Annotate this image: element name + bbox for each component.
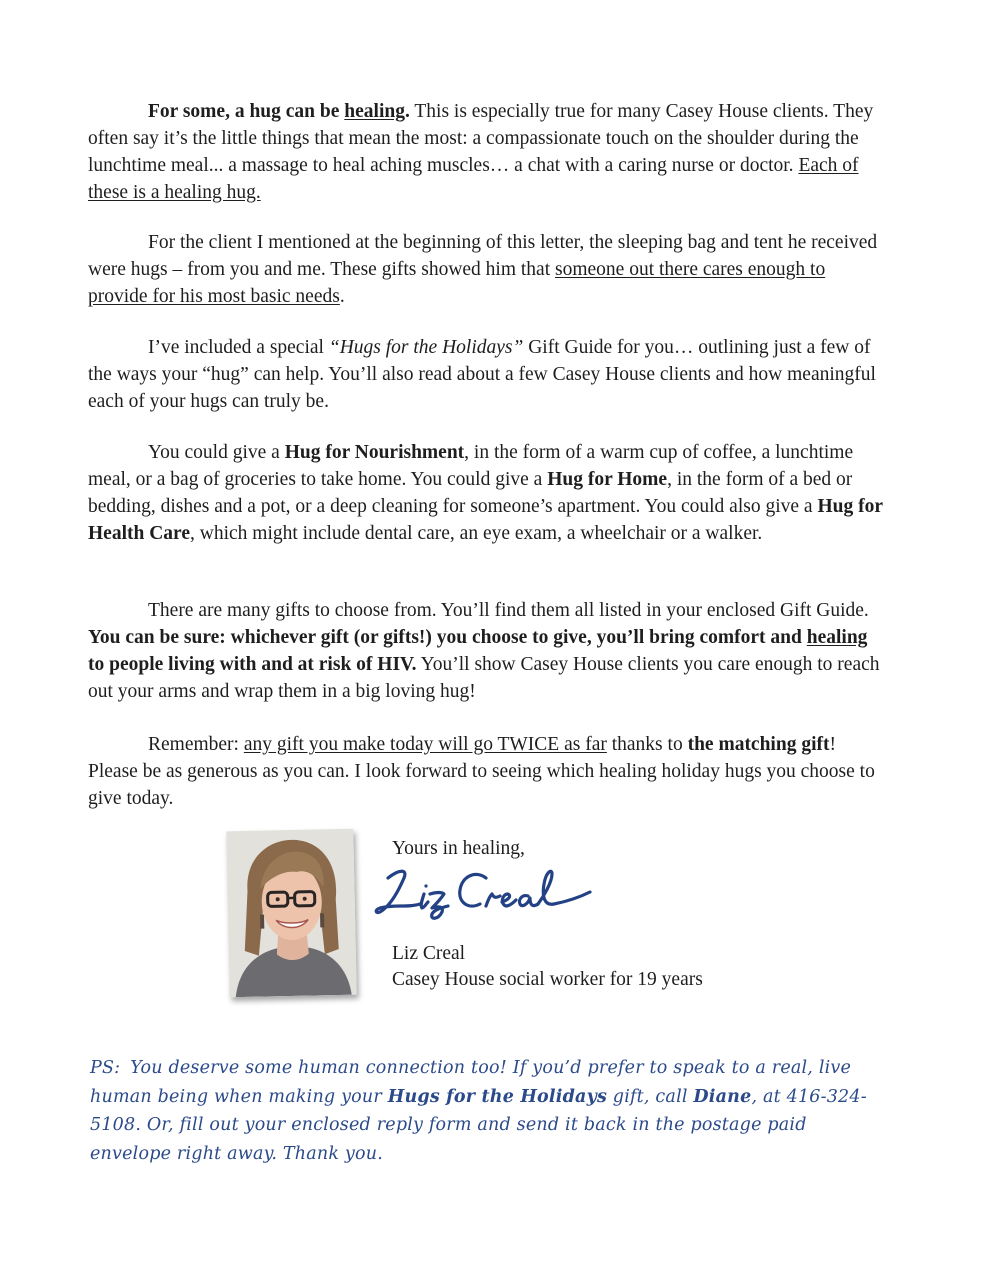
paragraph-2 <box>88 229 888 310</box>
paragraph-6 <box>88 731 888 812</box>
signer-title: Casey House social worker for 19 years <box>392 969 703 990</box>
p6-underlined: any gift you make today will go TWICE as far <box>243 734 607 755</box>
p4-hug-home: Hug for Home <box>547 469 668 490</box>
paragraph-4 <box>88 439 888 547</box>
p4-text-4: , which might include dental care, an eye exam, a wheelchair or a walker. <box>190 523 763 544</box>
p3-body: Gift Guide for you… outlining just a few of the ways your “hug” can help. You’ll also read about a few Casey House clients and how meaningful each of your hugs can truly be. <box>88 337 876 412</box>
p4-text-3: , in the form of a bed or bedding, dishes and a pot, or a deep cleaning for someone’s apartment. You could also give a <box>88 469 853 517</box>
signer-name: Liz Creal <box>392 943 466 964</box>
p4-hug-health-care: Hug for Health Care <box>88 496 883 544</box>
p1-underlined-end: Each of these is a healing hug. <box>88 155 859 203</box>
p5-bold-2: to people living with and at risk of HIV. <box>88 654 417 675</box>
paragraph-5 <box>88 597 888 705</box>
p5-text-2: You’ll show Casey House clients you care enough to reach out your arms and wrap them in a big loving hug! <box>88 654 880 702</box>
signature <box>368 856 608 922</box>
p2-underlined: someone out there cares enough to provide for his most basic needs <box>88 259 826 307</box>
ps-text-3: , at 416-324-5108. Or, fill out your enclosed reply form and send it back in the postage paid envelope right away. Thank you. <box>90 1086 867 1164</box>
p6-text-1: Remember: <box>148 734 244 755</box>
p6-bold-matching-gift: the matching gift <box>687 734 830 755</box>
p2-body: For the client I mentioned at the beginning of this letter, the sleeping bag and tent he received were hugs – from you and me. These gifts showed him that <box>88 232 878 280</box>
ps-text-2: gift, call <box>607 1086 694 1107</box>
p2-end: . <box>339 286 345 307</box>
author-photo <box>226 829 356 998</box>
p4-text-2: , in the form of a warm cup of coffee, a lunchtime meal, or a bag of groceries to take home. You could give a <box>88 442 854 490</box>
p1-lead-underlined: healing <box>344 101 405 122</box>
p4-text-1: You could give a <box>148 442 285 463</box>
p5-bold-underlined: healing <box>806 627 868 648</box>
p6-text-3: ! Please be as generous as you can. I look forward to seeing which healing holiday hugs you choose to give today. <box>88 734 875 809</box>
closing-line: Yours in healing, <box>392 838 525 859</box>
p5-bold-1: You can be sure: whichever gift (or gifts!) you choose to give, you’ll bring comfort and <box>88 627 807 648</box>
ps-label: PS: <box>90 1058 121 1078</box>
signer-block <box>392 941 703 993</box>
p4-hug-nourishment: Hug for Nourishment <box>284 442 465 463</box>
p1-lead-period: . <box>404 101 410 122</box>
ps-diane: Diane <box>693 1086 752 1107</box>
p3-start: I’ve included a special <box>148 337 329 358</box>
p6-text-2: thanks to <box>606 734 688 755</box>
p1-lead-bold: For some, a hug can be <box>148 101 345 122</box>
paragraph-3 <box>88 334 888 415</box>
paragraph-1 <box>88 98 888 206</box>
p3-italic-title: “Hugs for the Holidays” <box>328 337 524 358</box>
p1-body: This is especially true for many Casey House clients. They often say it’s the little things that mean the most: a compassionate touch on the shoulder during the lunchtime meal... a massage to heal aching muscles… a chat with a caring nurse or doctor. <box>88 101 874 176</box>
p5-text-1: There are many gifts to choose from. You’ll find them all listed in your enclosed Gift Guide. <box>148 600 869 621</box>
postscript <box>90 1054 890 1168</box>
ps-hugs-holidays: Hugs for the Holidays <box>387 1086 608 1107</box>
ps-text-1: You deserve some human connection too! If you’d prefer to speak to a real, live human being when making your <box>90 1058 852 1107</box>
